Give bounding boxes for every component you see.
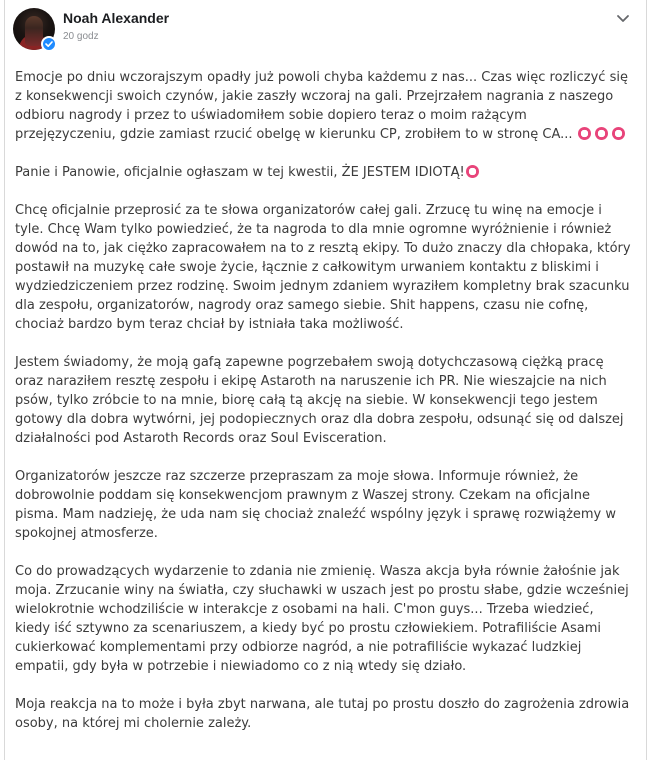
post-card [4,0,647,760]
post-paragraph: Organizatorów jeszcze raz szczerze przepraszam za moje słowa. Informuje również, że dobrowolnie poddam się konsekwencjom prawnym z Waszej strony. Czekam na oficjalne pisma. Mam nadzieję, że uda nam się chociaż znaleźć wspólny język i sprawę rozwiążemy w spokojnej atmosferze. [15,469,617,541]
clown-face-icon [466,165,479,178]
post-header [5,0,646,60]
post-paragraph: Moja reakcja na to może i była zbyt narwana, ale tutaj po prostu doszło do zagrożenia zdrowia osoby, na której mi cholernie zależy. [15,697,630,731]
post-paragraph: Co do prowadzących wydarzenie to zdania nie zmienię. Wasza akcja była równie żałośnie jak moja. Zrzucanie winy na światła, czy słuchawki w uszach jest po prostu słabe, gdzie wcześniej wielokrotnie wchodziliście w interakcje z osobami na hali. C'mon guys... Trzeba wiedzieć, kiedy iść sztywno za scenariuszem, a kiedy być po prostu człowiekiem. Potrafiliście Asami cukierkować komplementami przy odbiorze nagród, a nie potrafiliście wykazać ludzkiej empatii, gdy była w potrzebie i niewiadomo co z nią wtedy się działo. [15,564,629,674]
paragraph-text: Emocje po dniu wczorajszym opadły już powoli chyba każdemu z nas... Czas więc rozliczyć się z konsekwencji swoich czynów, jakie zaszły wczoraj na gali. Przejrzałem nagrania z naszego odbioru nagrody i przez to uświadomiłem sobie dopiero teraz o moim rażącym przejęzyczeniu, gdzie zamiast rzucić obelgę w kierunku CP, zrobiłem to w stronę CA... [15,70,628,142]
post-body [15,68,631,752]
post-paragraph [15,68,631,144]
post-paragraph: Jestem świadomy, że moją gafą zapewne pogrzebałem swoją dotychczasową ciężką pracę oraz naraziłem resztę zespołu i ekipę Astaroth na naruszenie ich PR. Nie wieszajcie na nich psów, tylko zróbcie to na mnie, biorę całą tą akcję na siebie. W konsekwencji tego jestem gotowy dla dobra wytwórni, jej podopiecznych oraz dla dobra zespołu, odsunąć się od dalszej działalności pod Astaroth Records oraz Soul Evisceration. [15,355,624,446]
paragraph-text: Panie i Panowie, oficjalnie ogłaszam w tej kwestii, ŻE JESTEM IDIOTĄ! [15,165,465,180]
chevron-down-icon[interactable] [614,12,632,26]
post-timestamp[interactable]: 20 godz [63,31,99,42]
clown-face-icon [612,127,625,140]
clown-face-icon [578,127,591,140]
post-paragraph [15,163,631,182]
clown-face-icon [595,127,608,140]
verified-badge-icon [41,36,57,52]
post-paragraph: Chcę oficjalnie przeprosić za te słowa organizatorów całej gali. Zrzucę tu winę na emocje i tyle. Chcę Wam tylko powiedzieć, że ta nagroda to dla mnie ogromne wyróżnienie i również dowód na to, jak ciężko zapracowałem na to z resztą ekipy. To dużo znaczy dla chłopaka, który postawił na muzykę całe swoje życie, łącznie z całkowitym urwaniem kontaktu z bliskimi i wydziedziczeniem przez rodzinę. Swoim jednym zdaniem wyraziłem kompletny brak szacunku dla zespołu, organizatorów, nagrody oraz samego siebie. Shit happens, czasu nie cofnę, chociaż bardzo bym teraz chciał by istniała taka możliwość. [15,203,631,332]
author-name[interactable]: Noah Alexander [63,10,170,26]
